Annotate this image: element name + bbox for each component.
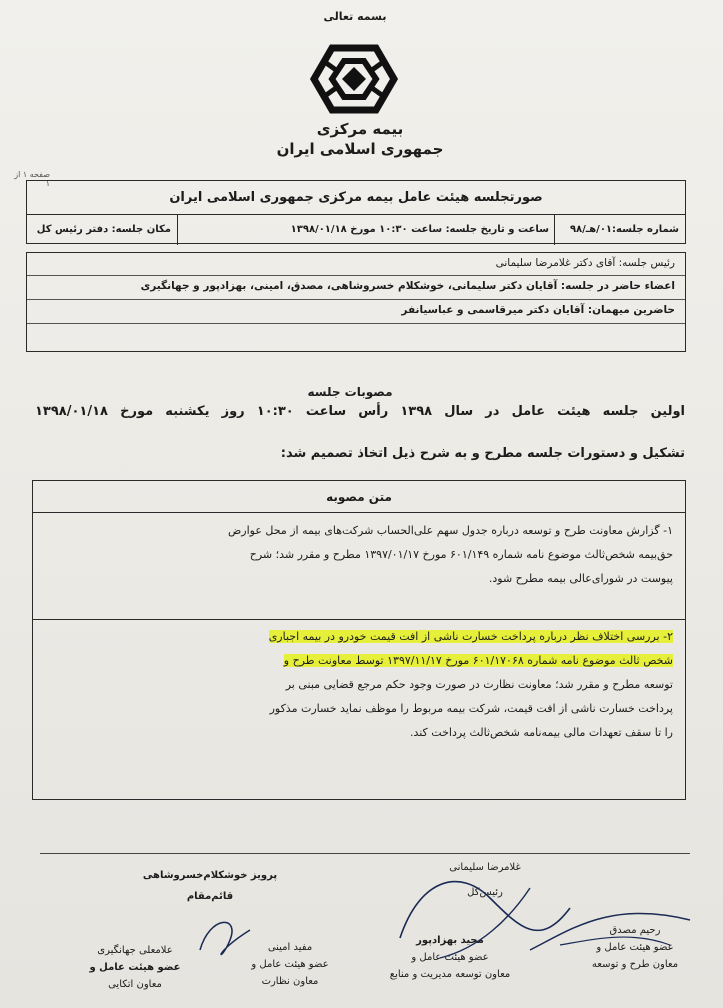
resolution-box-heading: متن مصوبه (33, 481, 685, 513)
signer-role: عضو هیئت عامل و (411, 952, 489, 963)
row-divider (27, 323, 685, 324)
org-name-line2: جمهوری اسلامی ایران (276, 140, 444, 158)
signer-role: رئیس‌کل (467, 887, 503, 898)
members-present: اعضاء حاضر در جلسه: آقایان دکتر سلیمانی، خوشکلام خسروشاهی، مصدق، امینی، بهزادپور و جهانگیری (140, 280, 675, 292)
member-signature-scribble (520, 890, 700, 960)
member-signature-scribble (190, 910, 260, 960)
session-chair: رئیس جلسه: آقای دکتر غلامرضا سلیمانی (495, 257, 675, 269)
signer-role: معاون طرح و توسعه (591, 959, 679, 970)
signer-name: مجید بهزادپور (416, 935, 484, 946)
signer-name: پرویز خوشکلام‌خسروشاهی (142, 870, 278, 881)
highlighted-text: شخص ثالث موضوع نامه شماره ۶۰۱/۱۷۰۶۸ مورخ ۱۳۹۷/۱۱/۱۷ توسط معاونت طرح و (283, 654, 673, 667)
page-number: صفحه ۱ از ۱ (14, 170, 50, 188)
resolution-item-2 (43, 625, 673, 745)
resolutions-heading: مصوبات جلسه (307, 385, 393, 399)
minutes-title: صورتجلسه هیئت عامل بیمه مرکزی جمهوری اسلامی ایران (27, 181, 685, 215)
resolution-item-2-line: پرداخت خسارت ناشی از افت قیمت، شرکت بیمه مربوط را موظف نماید خسارت مذکور (269, 702, 673, 715)
signer-role: قائم‌مقام (186, 891, 234, 902)
attendance-table (26, 252, 686, 352)
resolution-item-2-line (43, 625, 673, 649)
signer-role: عضو هیئت عامل و (251, 959, 329, 970)
row-divider (27, 275, 685, 276)
session-location: مکان جلسه: دفتر رئیس کل (36, 224, 171, 235)
signer-role: معاون توسعه مدیریت و منابع (389, 969, 511, 980)
signer-role: معاون نظارت (261, 976, 319, 987)
org-name-line1: بیمه مرکزی (316, 120, 404, 138)
highlighted-text: ۲- بررسی اختلاف نظر درباره پرداخت خسارت ناشی از افت قیمت خودرو در بیمه اجباری (268, 630, 673, 643)
row-divider (27, 299, 685, 300)
signer-role: عضو هیئت عامل و (89, 962, 181, 973)
signer-role: معاون اتکایی (108, 979, 162, 990)
resolution-item-1 (43, 519, 673, 591)
session-number: شماره جلسه:۰۱/هـ/۹۸ (569, 224, 679, 235)
intro-line-2: تشکیل و دستورات جلسه مطرح و به شرح ذیل اتخاذ تصمیم شد: (280, 446, 685, 461)
resolution-item-1-line: حق‌بیمه شخص‌ثالث موضوع نامه شماره ۶۰۱/۱۴۹ مورخ ۱۳۹۷/۰۱/۱۷ مطرح و مقرر شد؛ شرح (249, 548, 673, 561)
signature-deputy (110, 870, 310, 902)
signer-name: غلامرضا سلیمانی (449, 862, 521, 873)
resolution-item-1-line: ۱- گزارش معاونت طرح و توسعه درباره جدول سهم علی‌الحساب شرکت‌های بیمه از محل عوارض (228, 524, 673, 537)
session-date-time: ساعت و تاریخ جلسه: ساعت ۱۰:۳۰ مورخ ۱۳۹۸/۰۱/۱۸ (290, 224, 549, 235)
signature-member-4 (60, 945, 210, 990)
resolution-item-2-line (43, 649, 673, 673)
resolution-item-2-line: را تا سقف تعهدات مالی بیمه‌نامه شخص‌ثالث پرداخت کند. (409, 726, 673, 739)
signer-role: عضو هیئت عامل و (596, 942, 674, 953)
resolution-item-1-line: پیوست در شورای‌عالی بیمه مطرح شود. (488, 572, 673, 585)
guests-present: حاضرین میهمان: آقایان دکتر میرقاسمی و عباسیانفر (401, 304, 675, 316)
resolution-text-box (32, 480, 686, 800)
signer-name: رحیم مصدق (609, 925, 661, 936)
central-insurance-logo (302, 42, 406, 116)
bismillah-heading: بسمه تعالی (323, 10, 387, 23)
item-divider (33, 619, 685, 620)
minutes-header-table (26, 180, 686, 244)
signer-name: مفید امینی (267, 942, 313, 953)
signature-divider (40, 853, 690, 854)
resolution-item-2-line: توسعه مطرح و مقرر شد؛ معاونت نظارت در صورت وجود حکم مرجع قضایی مبنی بر (285, 678, 673, 691)
intro-line-1: اولین جلسه هیئت عامل در سال ۱۳۹۸ رأس ساعت ۱۰:۳۰ روز یکشنبه مورخ ۱۳۹۸/۰۱/۱۸ (35, 404, 685, 419)
signer-name: علامعلی جهانگیری (97, 945, 173, 956)
